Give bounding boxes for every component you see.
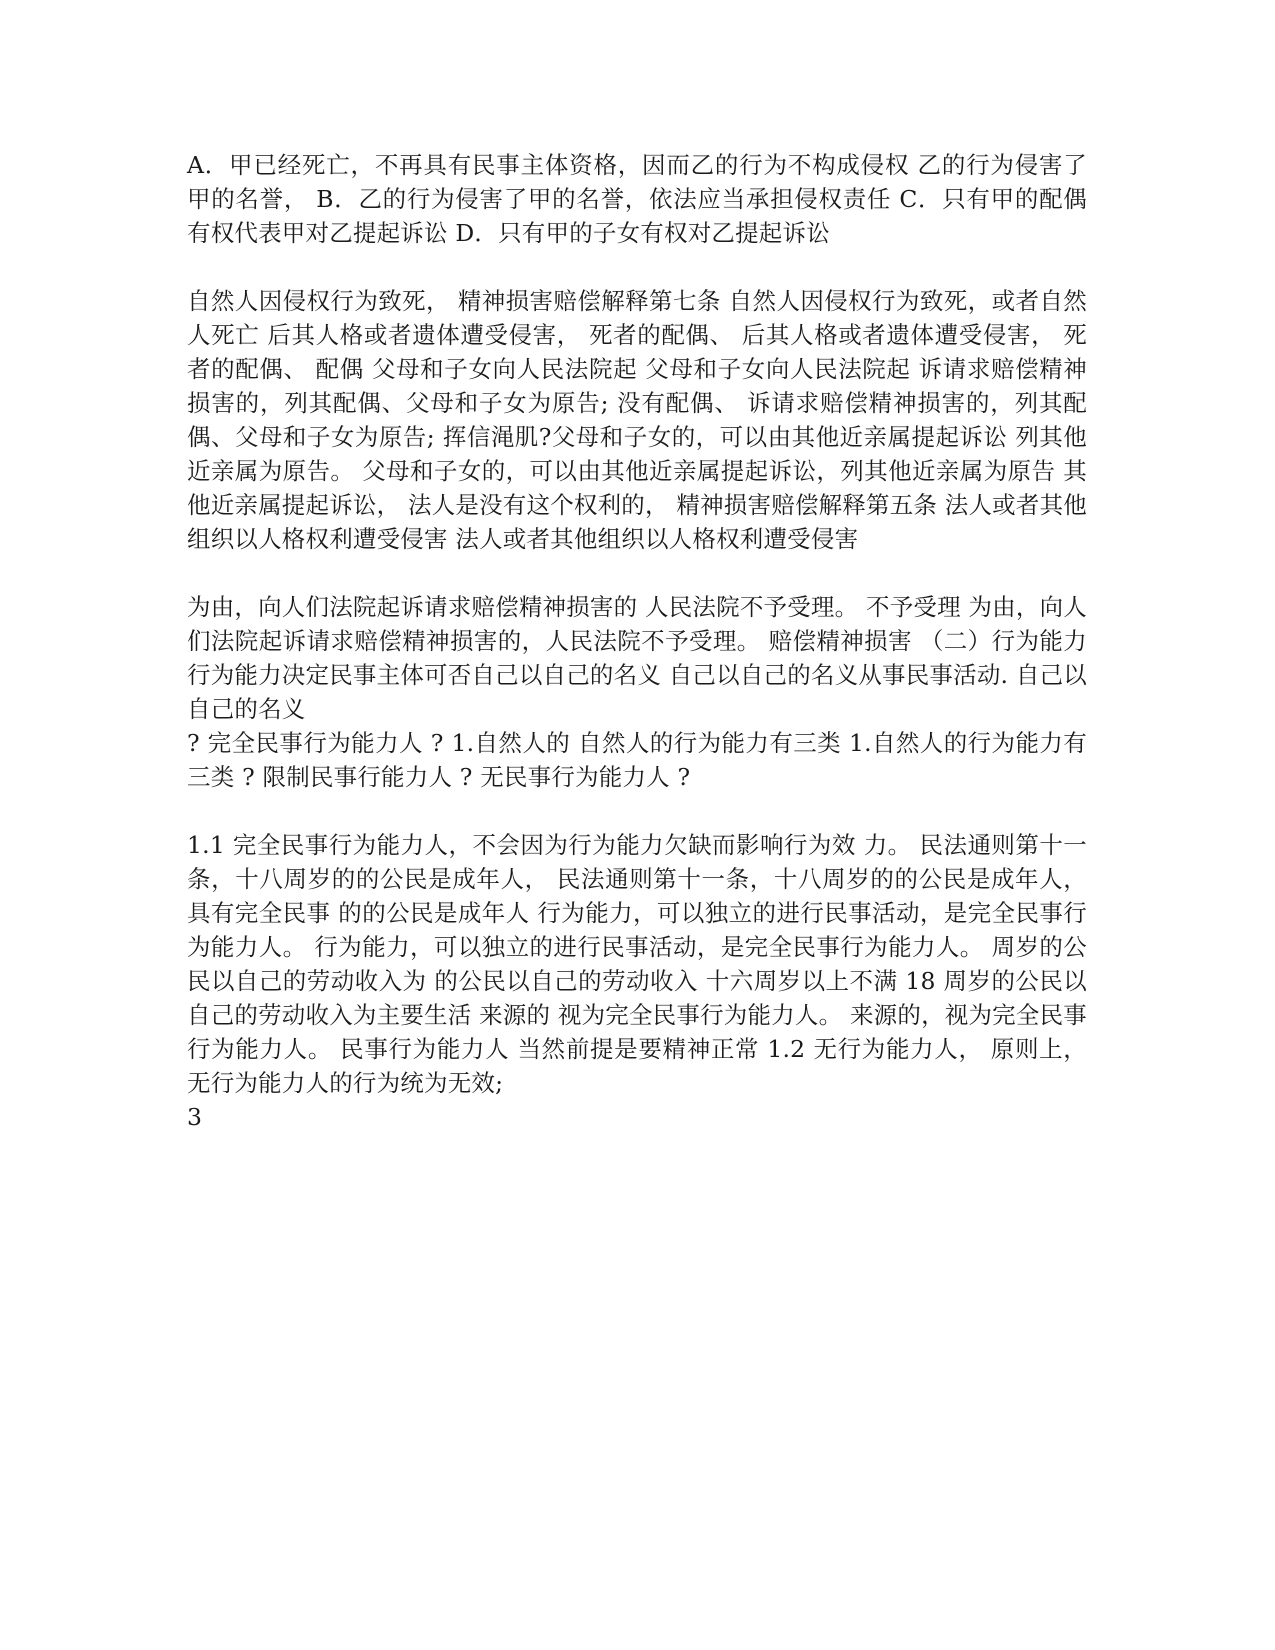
- page-number: 3: [187, 1103, 203, 1131]
- paragraph-answer-options: A．甲已经死亡，不再具有民事主体资格，因而乙的行为不构成侵权 乙的行为侵害了甲的名誉， B．乙的行为侵害了甲的名誉，依法应当承担侵权责任 C．只有甲的配偶有权代表甲对乙提起诉讼 D．只有甲的子女有权对乙提起诉讼: [187, 151, 1087, 247]
- paragraph-capacity-categories: ? 完全民事行为能力人 ? 1.自然人的 自然人的行为能力有三类 1.自然人的行为能力有三类 ? 限制民事行能力人 ? 无民事行为能力人 ?: [187, 729, 1087, 791]
- paragraph-full-capacity: 1.1 完全民事行为能力人，不会因为行为能力欠缺而影响行为效 力。 民法通则第十一条，十八周岁的的公民是成年人， 民法通则第十一条，十八周岁的的公民是成年人，具有完全民事 的的公民是成年人 行为能力，可以独立的进行民事活动，是完全民事行为能力人。 行为能力，可以独立的进行民事活动，是完全民事行为能力人。 周岁的公民以自己的劳动收入为 的公民以自己的劳动收入 十六周岁以上不满 18 周岁的公民以自己的劳动收入为主要生活 来源的 视为完全民事行为能力人。 来源的，视为完全民事行为能力人。 民事行为能力人 当然前提是要精神正常 1.2 无行为能力人， 原则上，无行为能力人的行为统为无效;: [187, 831, 1087, 1097]
- document-body: [187, 148, 1087, 1134]
- paragraph-mental-damage-interpretation: 自然人因侵权行为致死， 精神损害赔偿解释第七条 自然人因侵权行为致死，或者自然人死亡 后其人格或者遗体遭受侵害， 死者的配偶、 后其人格或者遗体遭受侵害， 死者的配偶、 配偶 父母和子女向人民法院起 父母和子女向人民法院起 诉请求赔偿精神损害的，列其配偶、父母和子女为原告; 没有配偶、 诉请求赔偿精神损害的，列其配偶、父母和子女为原告; 挥信渑肌?父母和子女的，可以由其他近亲属提起诉讼 列其他近亲属为原告。 父母和子女的，可以由其他近亲属提起诉讼，列其他近亲属为原告 其他近亲属提起诉讼， 法人是没有这个权利的， 精神损害赔偿解释第五条 法人或者其他组织以人格权利遭受侵害 法人或者其他组织以人格权利遭受侵害: [187, 287, 1087, 553]
- paragraph-civil-capacity: 为由，向人们法院起诉请求赔偿精神损害的 人民法院不予受理。 不予受理 为由，向人们法院起诉请求赔偿精神损害的，人民法院不予受理。 赔偿精神损害 （二）行为能力 行为能力决定民事主体可否自己以自己的名义 自己以自己的名义从事民事活动. 自己以自己的名义: [187, 593, 1087, 723]
